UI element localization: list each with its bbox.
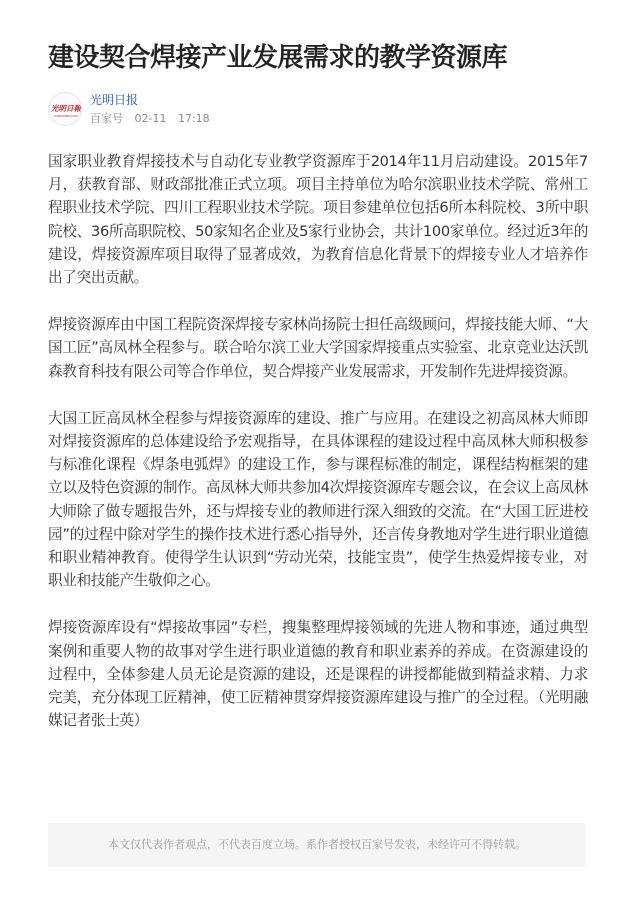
article-paragraph: 焊接资源库设有“焊接故事园”专栏，搜集整理焊接领域的先进人物和事迹，通过典型案例和重要人物的故事对学生进行职业道德的教育和职业素养的养成。在资源建设的过程中，全体参建人员无论是资源的建设，还是课程的讲授都能做到精益求精、力求完美，充分体现工匠精神，使工匠精神贯穿焊接资源库建设与推广的全过程。（光明融媒记者张士英） <box>48 619 588 730</box>
svg-text:光明日報: 光明日報 <box>51 104 81 113</box>
article-paragraph: 焊接资源库由中国工程院资深焊接专家林尚扬院士担任高级顾问，焊接技能大师、“大国工匠”高凤林全程参与。联合哈尔滨工业大学国家焊接重点实验室、北京竞业达沃凯森教育科技有限公司等合作单位，契合焊接产业发展需求，开发制作先进焊接资源。 <box>48 316 588 380</box>
article-meta <box>90 111 218 127</box>
article-paragraph: 大国工匠高凤林全程参与焊接资源库的建设、推广与应用。在建设之初高凤林大师即对焊接资源库的总体建设给予宏观指导，在具体课程的建设过程中高凤林大师积极参与标准化课程《焊条电弧焊》的建设工作，参与课程标准的制定，课程结构框架的建立以及特色资源的制作。高凤林大师共参加4次焊接资源库专题会议，在会议上高凤林大师除了做专题报告外，还与焊接专业的教师进行深入细致的交流。在“大国工匠进校园”的过程中除对学生的操作技术进行悉心指导外，还言传身教地对学生进行职业道德和职业精神教育。使得学生认识到“劳动光荣，技能宝贵”，使学生热爱焊接专业，对职业和技能产生敬仰之心。 <box>48 409 588 590</box>
publish-date: 02-11 <box>134 112 167 125</box>
source-name-link[interactable]: 光明日报 <box>90 93 139 107</box>
svg-text:GUANGMING DAILY: GUANGMING DAILY <box>53 115 79 118</box>
platform-label: 百家号 <box>90 112 123 125</box>
article-body <box>48 150 588 756</box>
article-title: 建设契合焊接产业发展需求的教学资源库 <box>48 43 508 73</box>
publish-time: 17:18 <box>177 112 210 125</box>
copyright-disclaimer: 本文仅代表作者观点，不代表百度立场。系作者授权百家号发表，未经许可不得转载。 <box>48 823 586 867</box>
article-paragraph: 国家职业教育焊接技术与自动化专业教学资源库于2014年11月启动建设。2015年7月，获教育部、财政部批准正式立项。项目主持单位为哈尔滨职业技术学院、常州工程职业技术学院、四川工程职业技术学院。项目参建单位包括6所本科院校、3所中职院校、36所高职院校、50家知名企业及5家行业协会，共计100家单位。经过近3年的建设，焊接资源库项目取得了显著成效，为教育信息化背景下的焊接专业人才培养作出了突出贡献。 <box>48 153 588 287</box>
author-info <box>48 92 348 132</box>
source-avatar[interactable] <box>48 92 82 126</box>
guangming-daily-logo-icon <box>49 93 82 126</box>
